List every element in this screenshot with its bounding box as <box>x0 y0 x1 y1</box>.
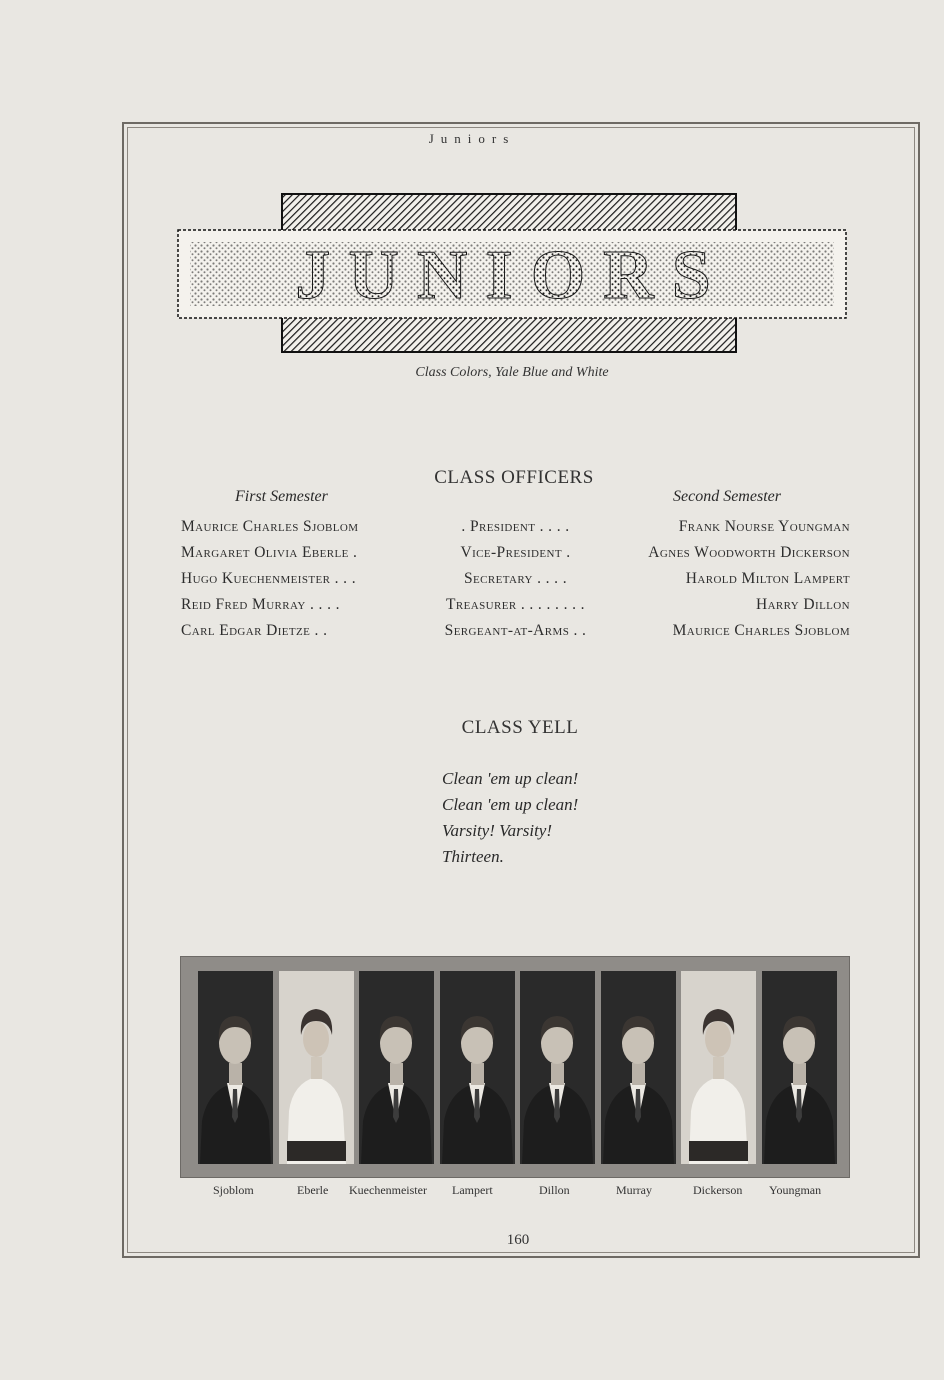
portrait-photo <box>681 971 756 1164</box>
skirt-shape <box>287 1141 346 1161</box>
first-semester-officer: Reid Fred Murray . . . . <box>181 596 340 613</box>
office-title: Sergeant-at-Arms . . <box>444 622 587 639</box>
portrait-photo <box>359 971 434 1164</box>
portrait-photo <box>601 971 676 1164</box>
neck-shape <box>390 1063 403 1085</box>
second-semester-officer: Harry Dillon <box>755 596 850 613</box>
portrait-caption: Kuechenmeister <box>349 1183 427 1197</box>
neck-shape <box>229 1063 242 1085</box>
second-semester-officer: Maurice Charles Sjoblom <box>672 622 850 639</box>
neck-shape <box>311 1057 322 1079</box>
yell-heading: CLASS YELL <box>461 717 579 738</box>
neck-shape <box>551 1063 564 1085</box>
second-semester-officer: Frank Nourse Youngman <box>678 518 850 535</box>
face-shape <box>705 1021 731 1057</box>
necktie-shape <box>554 1089 560 1123</box>
office-title: Secretary . . . . <box>464 570 567 587</box>
running-head: Juniors <box>428 131 516 146</box>
office-title: . President . . . . <box>461 518 570 535</box>
juniors-1913-banner <box>176 190 848 355</box>
officer-row <box>181 622 850 646</box>
officer-row <box>181 518 850 542</box>
portrait-photo <box>279 971 354 1164</box>
officer-row <box>181 596 850 620</box>
portrait-caption: Dillon <box>539 1183 570 1197</box>
skirt-shape <box>689 1141 748 1161</box>
portrait-caption: Murray <box>616 1183 652 1197</box>
necktie-shape <box>232 1089 238 1123</box>
yell-line: Thirteen. <box>442 847 504 866</box>
portrait-photo <box>440 971 515 1164</box>
first-semester-officer: Hugo Kuechenmeister . . . <box>181 570 357 587</box>
class-yell <box>442 766 578 870</box>
neck-shape <box>793 1063 806 1085</box>
neck-shape <box>632 1063 645 1085</box>
yell-line: Clean 'em up clean! <box>442 795 579 814</box>
second-semester-label: Second Semester <box>673 488 781 505</box>
portrait-caption: Dickerson <box>693 1183 743 1197</box>
portrait-photo <box>762 971 837 1164</box>
second-semester-officer: Harold Milton Lampert <box>685 570 850 587</box>
portrait-caption: Eberle <box>297 1183 329 1197</box>
yell-line: Clean 'em up clean! <box>442 769 579 788</box>
necktie-shape <box>796 1089 802 1123</box>
first-semester-label: First Semester <box>235 488 328 505</box>
officer-row <box>181 544 850 568</box>
face-shape <box>303 1021 329 1057</box>
second-semester-officer: Agnes Woodworth Dickerson <box>648 544 850 561</box>
necktie-shape <box>393 1089 399 1123</box>
neck-shape <box>713 1057 724 1079</box>
office-title: Vice-President . <box>460 544 571 561</box>
portrait-strip <box>180 956 850 1178</box>
first-semester-officer: Maurice Charles Sjoblom <box>181 518 359 535</box>
officers-heading: CLASS OFFICERS <box>434 467 594 488</box>
banner-title: JUNIORS <box>295 237 729 314</box>
page-number: 160 <box>506 1232 530 1248</box>
neck-shape <box>471 1063 484 1085</box>
portrait-caption: Youngman <box>769 1183 822 1197</box>
necktie-shape <box>474 1089 480 1123</box>
first-semester-officer: Carl Edgar Dietze . . <box>181 622 328 639</box>
office-title: Treasurer . . . . . . . . <box>446 596 585 613</box>
yell-line: Varsity! Varsity! <box>442 821 553 840</box>
portrait-photo <box>520 971 595 1164</box>
class-colors: Class Colors, Yale Blue and White <box>415 365 609 380</box>
officer-row <box>181 570 850 594</box>
first-semester-officer: Margaret Olivia Eberle . <box>181 544 358 561</box>
necktie-shape <box>635 1089 641 1123</box>
portrait-caption: Sjoblom <box>213 1183 254 1197</box>
portrait-caption: Lampert <box>452 1183 493 1197</box>
portrait-photo <box>198 971 273 1164</box>
